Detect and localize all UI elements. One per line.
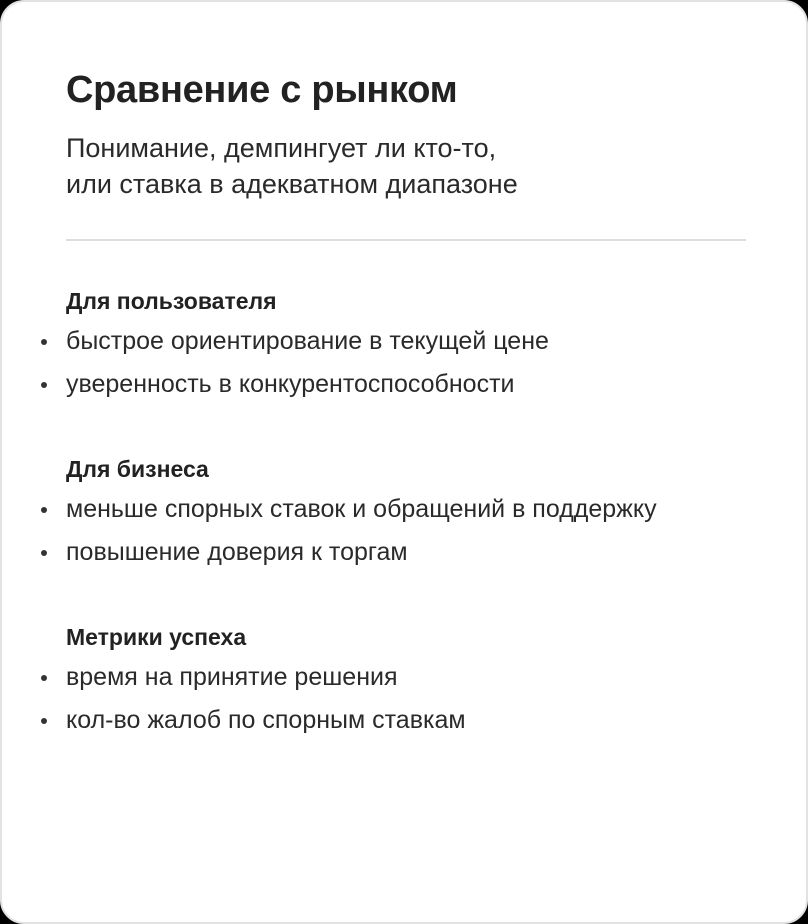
- list-item-text: время на принятие решения: [66, 663, 398, 691]
- list-item-text: уверенность в конкурентоспособности: [66, 370, 515, 398]
- divider: [66, 239, 746, 241]
- bullet-icon: [41, 675, 47, 681]
- subtitle-line-2: или ставка в адекватном диапазоне: [66, 169, 518, 199]
- card-title: Сравнение с рынком: [66, 69, 458, 111]
- section-heading: Для бизнеса: [66, 456, 209, 482]
- section-heading: Метрики успеха: [66, 624, 247, 650]
- list-item-text: меньше спорных ставок и обращений в поддержку: [66, 495, 657, 523]
- subtitle-line-1: Понимание, демпингует ли кто-то,: [66, 133, 497, 163]
- bullet-icon: [41, 339, 47, 345]
- card-subtitle: [66, 130, 518, 202]
- section-heading: Для пользователя: [66, 288, 277, 314]
- list-item-text: кол-во жалоб по спорным ставкам: [66, 706, 466, 734]
- bullet-icon: [41, 550, 47, 556]
- bullet-icon: [41, 382, 47, 388]
- list-item-text: быстрое ориентирование в текущей цене: [66, 327, 549, 355]
- list-item-text: повышение доверия к торгам: [66, 538, 408, 566]
- bullet-icon: [41, 507, 47, 513]
- bullet-icon: [41, 718, 47, 724]
